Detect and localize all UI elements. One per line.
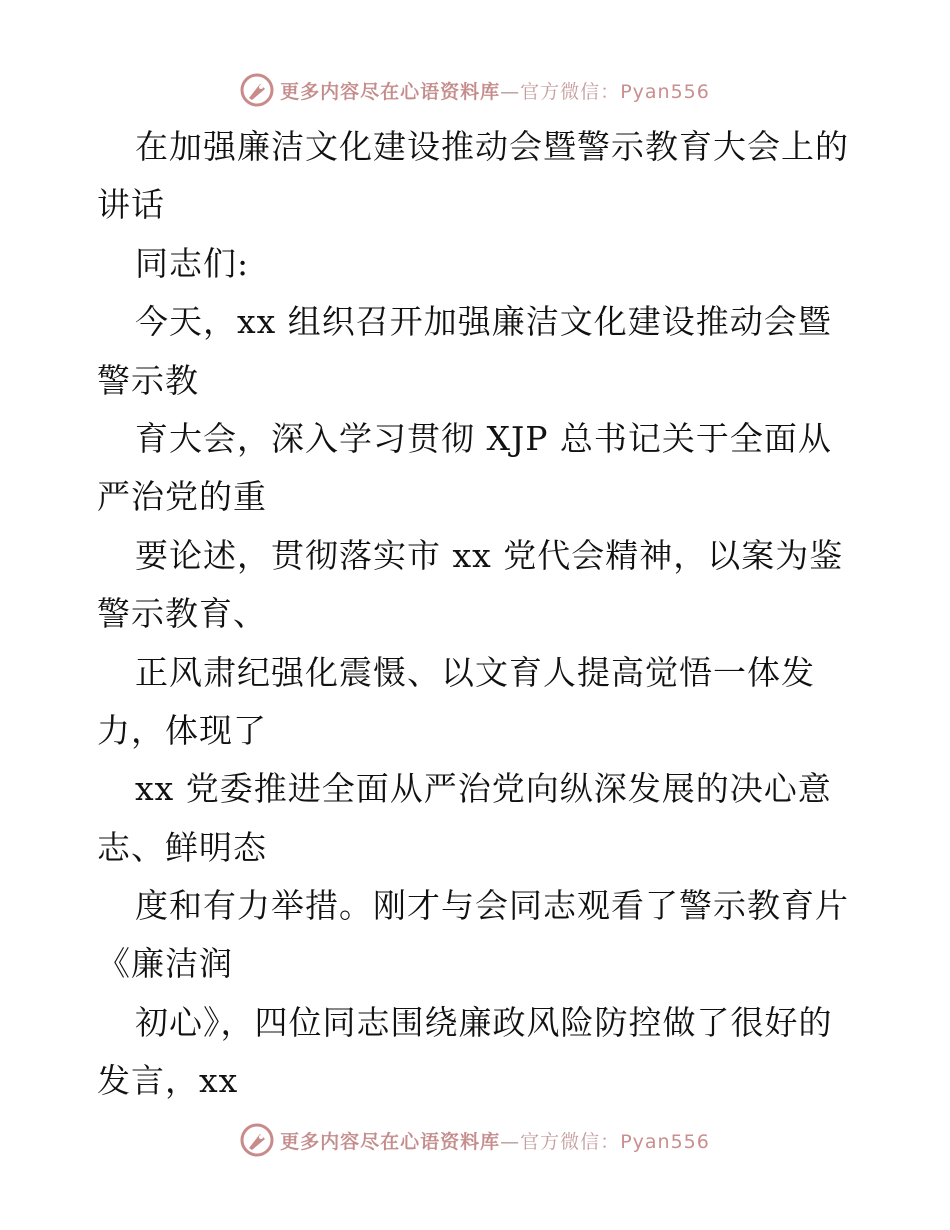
watermark-handle: Pyan556 xyxy=(620,1130,710,1153)
watermark-site-name: 更多内容尽在心语资料库 xyxy=(280,80,501,103)
title-line-1: 在加强廉洁文化建设推动会暨警示教育大会上的 xyxy=(135,127,849,166)
watermark-text xyxy=(280,77,710,104)
watermark-site-name: 更多内容尽在心语资料库 xyxy=(280,1130,501,1153)
document-body xyxy=(97,118,867,1111)
watermark-text xyxy=(280,1127,710,1154)
body-line: 发言，xx xyxy=(97,1061,239,1101)
body-line: 《廉洁润 xyxy=(97,944,233,984)
body-line: 度和有力举措。刚才与会同志观看了警示教育片 xyxy=(135,886,849,926)
watermark-contact-label: 官方微信： xyxy=(520,80,621,103)
watermark-separator: — xyxy=(500,80,521,103)
body-line: 警示教 xyxy=(97,360,199,400)
footer-watermark xyxy=(0,1120,950,1160)
pen-nib-circle-icon xyxy=(240,73,274,107)
pen-nib-circle-icon xyxy=(240,1123,274,1157)
salutation: 同志们: xyxy=(135,243,250,283)
body-line: 育大会，深入学习贯彻 XJP 总书记关于全面从 xyxy=(135,418,832,458)
body-line: 力，体现了 xyxy=(97,710,267,750)
body-line: 志、鲜明态 xyxy=(97,827,267,867)
body-line: 初心》，四位同志围绕廉政风险防控做了很好的 xyxy=(135,1002,833,1042)
watermark-separator: — xyxy=(500,1130,521,1153)
body-line: 警示教育、 xyxy=(97,594,267,634)
header-watermark xyxy=(0,70,950,110)
body-line: 严治党的重 xyxy=(97,477,267,517)
body-line: 正风肃纪强化震慑、以文育人提高觉悟一体发 xyxy=(135,652,815,692)
watermark-contact-label: 官方微信： xyxy=(520,1130,621,1153)
title-line-2: 讲话 xyxy=(97,185,165,225)
watermark-handle: Pyan556 xyxy=(620,80,710,103)
body-line: 今天，xx 组织召开加强廉洁文化建设推动会暨 xyxy=(135,302,832,342)
body-line: 要论述，贯彻落实市 xx 党代会精神，以案为鉴 xyxy=(135,535,844,575)
body-line: xx 党委推进全面从严治党向纵深发展的决心意 xyxy=(135,769,832,809)
